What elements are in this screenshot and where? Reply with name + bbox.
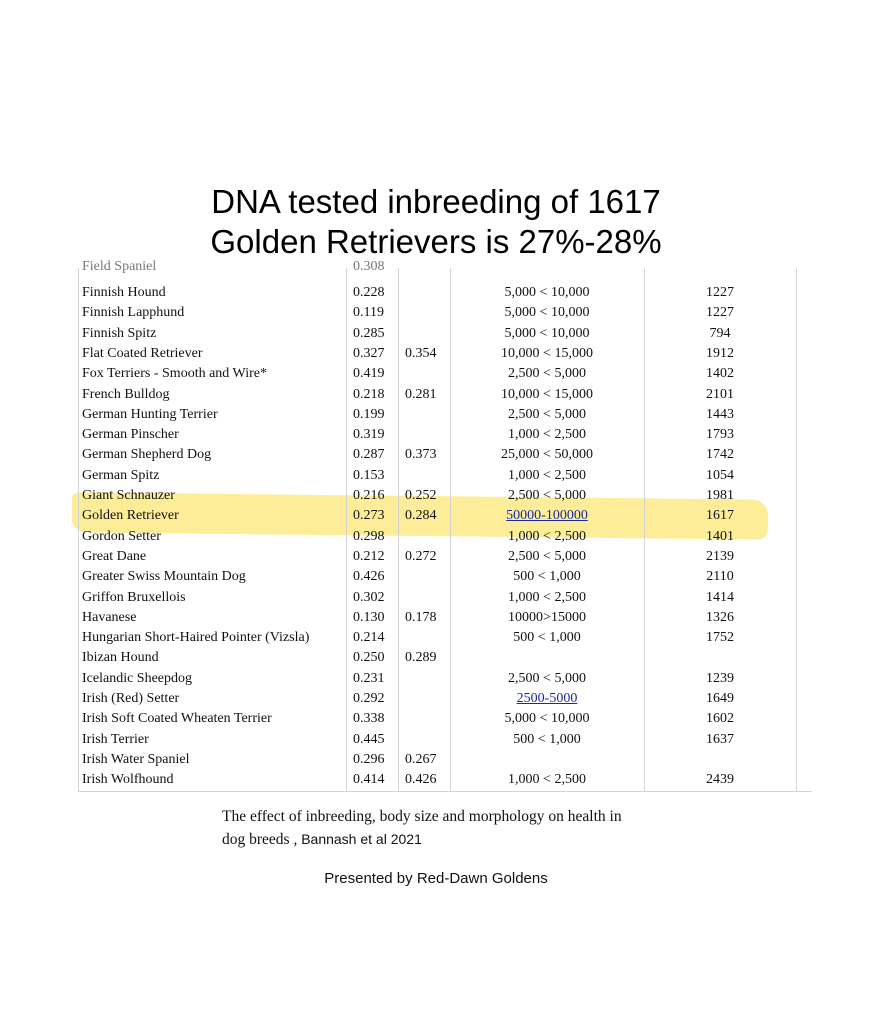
breed-cell: German Hunting Terrier (82, 406, 218, 422)
breed-cell: Golden Retriever (82, 508, 179, 524)
table-row (78, 385, 812, 405)
population-cell: 2,500 < 5,000 (508, 366, 586, 382)
breed-cell: Irish Water Spaniel (82, 751, 190, 767)
inbreeding-cell-2: 0.284 (405, 508, 437, 524)
table-row (78, 608, 812, 628)
table-row-highlighted (78, 506, 812, 526)
table-row (78, 689, 812, 709)
breed-cell: Ibizan Hound (82, 650, 159, 666)
table-row (78, 547, 812, 567)
inbreeding-cell-2: 0.252 (405, 488, 437, 503)
table-row (78, 770, 812, 790)
sample-size-cell: 1239 (706, 670, 734, 686)
inbreeding-cell: 0.296 (353, 751, 385, 767)
inbreeding-cell: 0.228 (353, 285, 385, 300)
inbreeding-cell-2: 0.178 (405, 609, 437, 625)
inbreeding-cell: 0.414 (353, 772, 385, 788)
population-cell: 10,000 < 15,000 (501, 345, 593, 361)
population-cell: 2,500 < 5,000 (508, 670, 586, 686)
presented-by: Presented by Red-Dawn Goldens (324, 870, 548, 887)
inbreeding-cell-2: 0.267 (405, 751, 437, 767)
inbreeding-cell: 0.216 (353, 488, 385, 503)
sample-size-cell: 2101 (706, 386, 734, 402)
breed-cell: Griffon Bruxellois (82, 589, 186, 605)
sample-size-cell: 1414 (706, 589, 734, 605)
inbreeding-cell: 0.327 (353, 345, 385, 361)
table-row (78, 648, 812, 668)
population-cell: 1,000 < 2,500 (508, 467, 586, 483)
breed-cell: Finnish Spitz (82, 325, 157, 341)
table-row (78, 283, 812, 303)
sample-size-cell: 1742 (706, 447, 734, 463)
population-cell: 5,000 < 10,000 (504, 305, 590, 321)
inbreeding-cell: 0.292 (353, 691, 385, 706)
population-cell: 10,000 < 15,000 (501, 386, 593, 402)
inbreeding-cell-2: 0.281 (405, 386, 437, 402)
population-cell: 5,000 < 10,000 (504, 711, 590, 727)
table-row (78, 588, 812, 608)
table-row (78, 628, 812, 648)
inbreeding-cell-2: 0.289 (405, 650, 437, 666)
table-row (78, 425, 812, 445)
table-row (78, 324, 812, 344)
citation-line-1: The effect of inbreeding, body size and morphology on health in (222, 808, 622, 825)
breed-cell: Flat Coated Retriever (82, 345, 203, 361)
sample-size-cell: 1752 (706, 630, 734, 646)
breed-cell: Havanese (82, 609, 137, 625)
table-row (78, 709, 812, 729)
inbreeding-cell: 0.218 (353, 386, 385, 402)
population-cell: 500 < 1,000 (513, 569, 581, 585)
inbreeding-cell: 0.153 (353, 467, 385, 483)
sample-size-cell: 1054 (706, 467, 734, 483)
table-row (78, 445, 812, 465)
breed-cell: Field Spaniel (82, 259, 157, 274)
breed-cell: Irish (Red) Setter (82, 691, 180, 706)
inbreeding-cell: 0.298 (353, 528, 385, 544)
table-row (78, 405, 812, 425)
breed-cell: French Bulldog (82, 386, 170, 402)
population-cell[interactable]: 50000-100000 (506, 508, 588, 524)
inbreeding-cell: 0.212 (353, 548, 385, 564)
table-row (78, 466, 812, 486)
citation-line-2 (222, 828, 742, 851)
sample-size-cell: 1637 (706, 731, 734, 747)
breed-cell: Finnish Hound (82, 285, 166, 300)
inbreeding-cell: 0.130 (353, 609, 385, 625)
table-row (78, 567, 812, 587)
population-cell: 5,000 < 10,000 (504, 285, 590, 300)
table-border-bottom (78, 791, 812, 792)
headline-line-1: DNA tested inbreeding of 1617 (211, 183, 661, 220)
population-cell: 2,500 < 5,000 (508, 406, 586, 422)
breed-cell: Icelandic Sheepdog (82, 670, 193, 686)
breed-cell: Irish Terrier (82, 731, 149, 747)
table-row (78, 527, 812, 547)
inbreeding-table (78, 259, 812, 792)
breed-cell: Gordon Setter (82, 528, 161, 544)
breed-cell: Fox Terriers - Smooth and Wire* (82, 366, 267, 382)
citation (222, 806, 742, 851)
inbreeding-cell: 0.119 (353, 305, 384, 321)
inbreeding-cell: 0.231 (353, 670, 385, 686)
population-cell: 2,500 < 5,000 (508, 488, 586, 503)
population-cell: 1,000 < 2,500 (508, 772, 586, 788)
inbreeding-cell: 0.287 (353, 447, 385, 463)
sample-size-cell: 2110 (706, 569, 734, 585)
headline (0, 182, 872, 262)
sample-size-cell: 1401 (706, 528, 734, 544)
inbreeding-cell: 0.419 (353, 366, 385, 382)
inbreeding-cell: 0.285 (353, 325, 385, 341)
sample-size-cell: 2439 (706, 772, 734, 788)
population-cell: 1,000 < 2,500 (508, 589, 586, 605)
inbreeding-cell: 0.199 (353, 406, 385, 422)
sample-size-cell: 1227 (706, 285, 734, 300)
breed-cell: Finnish Lapphund (82, 305, 185, 321)
breed-cell: Giant Schnauzer (82, 488, 175, 503)
inbreeding-cell-2: 0.354 (405, 345, 437, 361)
inbreeding-cell: 0.273 (353, 508, 385, 524)
population-cell: 500 < 1,000 (513, 731, 581, 747)
table-row (78, 669, 812, 689)
inbreeding-cell: 0.338 (353, 711, 385, 727)
table-row (78, 486, 812, 506)
inbreeding-cell-2: 0.373 (405, 447, 437, 463)
population-cell: 1,000 < 2,500 (508, 528, 586, 544)
inbreeding-cell-2: 0.272 (405, 548, 437, 564)
population-cell: 10000>15000 (508, 609, 586, 625)
breed-cell: German Pinscher (82, 427, 179, 443)
inbreeding-cell-2: 0.426 (405, 772, 437, 788)
headline-line-2: Golden Retrievers is 27%-28% (210, 223, 662, 260)
sample-size-cell: 1602 (706, 711, 734, 727)
sample-size-cell: 1649 (706, 691, 734, 706)
clipped-row (78, 257, 812, 277)
breed-cell: Hungarian Short-Haired Pointer (Vizsla) (82, 630, 310, 646)
inbreeding-cell: 0.308 (353, 259, 385, 274)
population-cell: 500 < 1,000 (513, 630, 581, 646)
sample-size-cell: 1402 (706, 366, 734, 382)
sample-size-cell: 1326 (706, 609, 734, 625)
table-row (78, 750, 812, 770)
sample-size-cell: 1981 (706, 488, 734, 503)
table-row (78, 303, 812, 323)
citation-prefix: dog breeds , (222, 831, 298, 848)
sample-size-cell: 794 (709, 325, 731, 341)
breed-cell: Irish Wolfhound (82, 772, 174, 788)
table-row (78, 344, 812, 364)
sample-size-cell: 1793 (706, 427, 734, 443)
inbreeding-cell: 0.214 (353, 630, 385, 646)
table-row (78, 730, 812, 750)
sample-size-cell: 1617 (706, 508, 734, 524)
inbreeding-cell: 0.319 (353, 427, 385, 443)
population-cell: 1,000 < 2,500 (508, 427, 586, 443)
citation-author: Bannash et al 2021 (301, 831, 422, 847)
sample-size-cell: 1227 (706, 305, 734, 321)
population-cell: 5,000 < 10,000 (504, 325, 590, 341)
population-cell: 25,000 < 50,000 (501, 447, 593, 463)
breed-cell: German Spitz (82, 467, 160, 483)
inbreeding-cell: 0.302 (353, 589, 385, 605)
inbreeding-cell: 0.426 (353, 569, 385, 585)
breed-cell: German Shepherd Dog (82, 447, 212, 463)
inbreeding-cell: 0.250 (353, 650, 385, 666)
sample-size-cell: 1443 (706, 406, 734, 422)
population-cell: 2,500 < 5,000 (508, 548, 586, 564)
table-row (78, 364, 812, 384)
breed-cell: Greater Swiss Mountain Dog (82, 569, 246, 585)
inbreeding-cell: 0.445 (353, 731, 385, 747)
sample-size-cell: 2139 (706, 548, 734, 564)
breed-cell: Great Dane (82, 548, 147, 564)
population-cell[interactable]: 2500-5000 (516, 691, 578, 706)
sample-size-cell: 1912 (706, 345, 734, 361)
breed-cell: Irish Soft Coated Wheaten Terrier (82, 711, 272, 727)
